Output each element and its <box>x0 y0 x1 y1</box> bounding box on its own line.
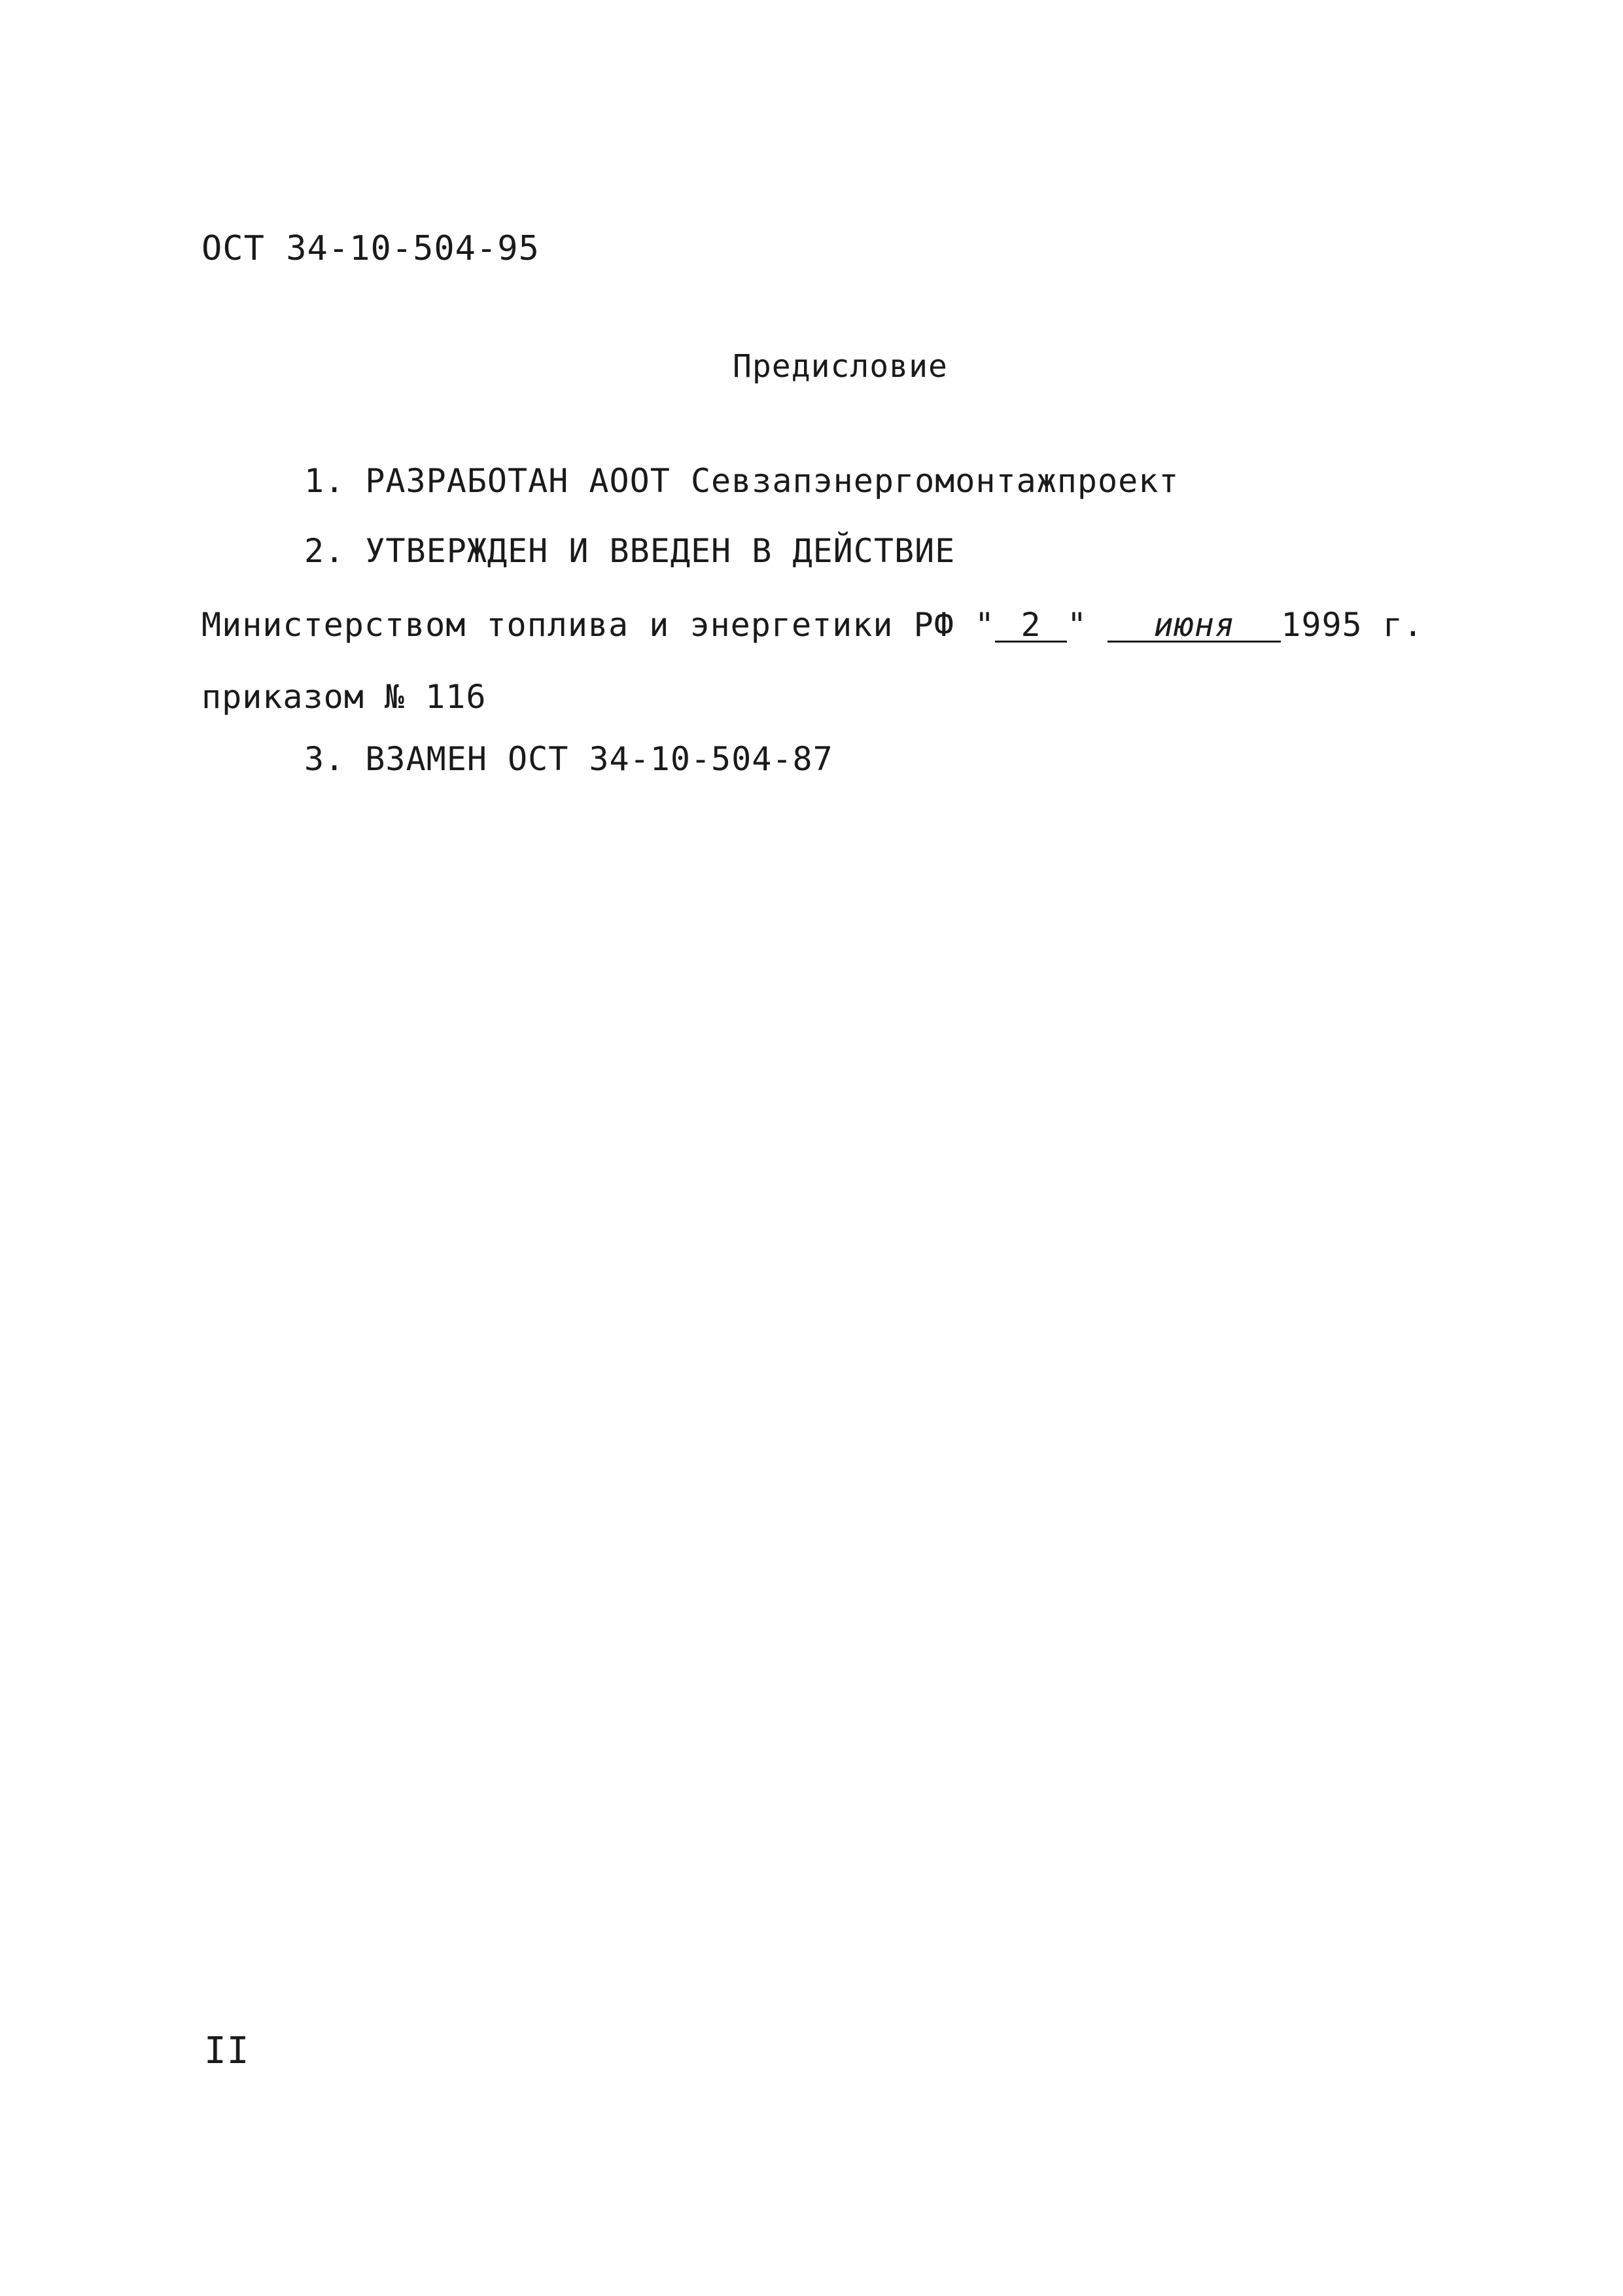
ministry-line <box>201 605 1423 645</box>
date-day: 2 <box>995 609 1067 643</box>
replacement-item: 3. ВЗАМЕН ОСТ 34-10-504-87 <box>304 740 833 778</box>
date-month: июня <box>1108 609 1281 643</box>
developer-item: 1. РАЗРАБОТАН АООТ Севзапэнергомонтажпроект <box>304 462 1179 500</box>
approval-item: 2. УТВЕРЖДЕН И ВВЕДЕН В ДЕЙСТВИЕ <box>304 532 956 570</box>
ministry-text: Министерством топлива и энергетики РФ <box>201 606 954 644</box>
document-code: ОСТ 34-10-504-95 <box>201 229 540 268</box>
page-number: II <box>204 2030 250 2072</box>
date-year: 1995 г. <box>1281 606 1423 644</box>
date-quote-open: " <box>974 606 996 644</box>
date-quote-close: " <box>1067 606 1088 644</box>
order-line: приказом № 116 <box>201 678 487 716</box>
section-heading: Предисловие <box>733 348 948 385</box>
